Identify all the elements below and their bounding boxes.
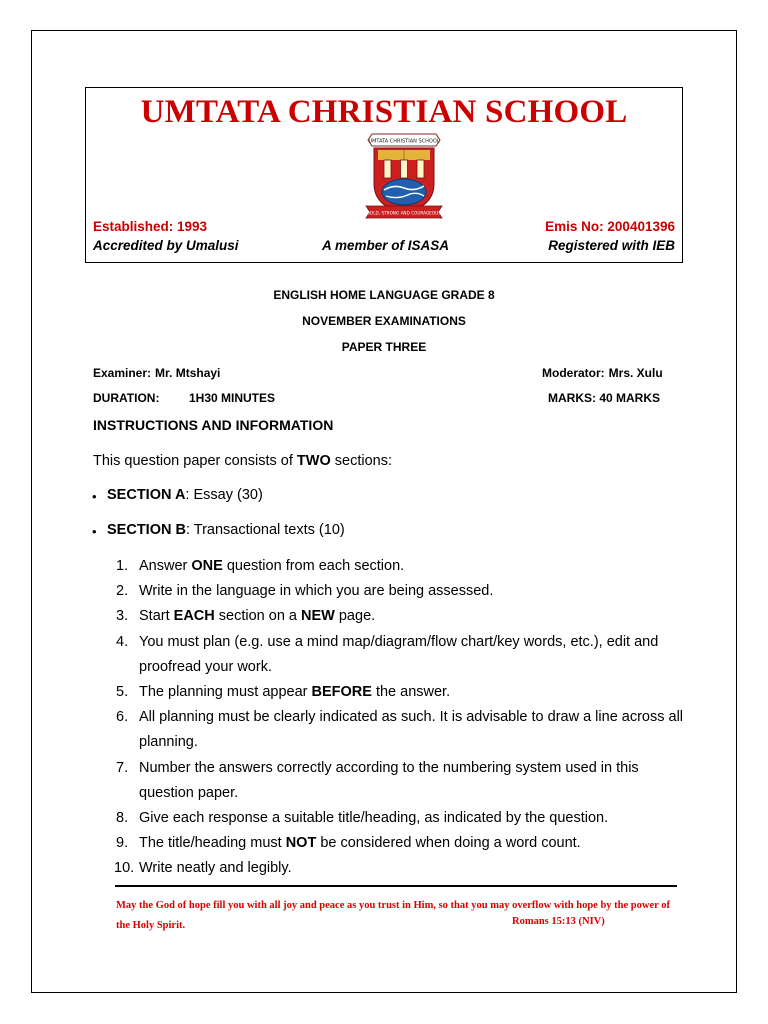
membership: A member of ISASA xyxy=(322,238,450,253)
section-b-label: SECTION B xyxy=(107,522,186,538)
section-a-label: SECTION A xyxy=(107,487,186,503)
list-item: 8. Give each response a suitable title/heading, as indicated by the question. xyxy=(116,810,609,827)
list-item: 1. Answer ONE question from each section. xyxy=(116,558,405,574)
instructions-intro: This question paper consists of TWO sections: xyxy=(93,453,392,469)
moderator-label: Moderator: xyxy=(542,366,605,380)
bullet-icon: • xyxy=(92,489,97,504)
list-item: 5. The planning must appear BEFORE the answer. xyxy=(116,684,451,701)
instructions-list xyxy=(116,554,686,882)
exam-paper: PAPER THREE xyxy=(341,340,427,354)
instructions-heading: INSTRUCTIONS AND INFORMATION xyxy=(93,417,334,433)
section-a-item: SECTION A: Essay (30) xyxy=(107,487,263,503)
section-b-item: SECTION B: Transactional texts (10) xyxy=(107,522,345,538)
school-name: UMTATA CHRISTIAN SCHOOL xyxy=(140,94,628,130)
bible-verse: May the God of hope fill you with all joy and peace as you trust in Him, so that you may overflow with hope by the power of the Holy Spirit. xyxy=(116,900,670,931)
emis-number: Emis No: 200401396 xyxy=(545,219,675,234)
moderator xyxy=(542,366,663,380)
exam-session: NOVEMBER EXAMINATIONS xyxy=(302,314,466,328)
school-header xyxy=(85,87,683,263)
list-item: 3. Start EACH section on a NEW page. xyxy=(116,608,376,625)
established-year: Established: 1993 xyxy=(93,219,208,234)
total-marks: MARKS: 40 MARKS xyxy=(548,391,661,405)
list-item: 2. Write in the language in which you are being assessed. xyxy=(116,583,494,600)
list-item: 10. Write neatly and legibly. xyxy=(114,860,292,877)
moderator-name: Mrs. Xulu xyxy=(608,366,663,380)
list-item: 4. You must plan (e.g. use a mind map/diagram/flow chart/key words, etc.), edit and proofread your work. xyxy=(116,633,659,675)
list-item: 9. The title/heading must NOT be considered when doing a word count. xyxy=(116,835,581,852)
accreditation: Accredited by Umalusi xyxy=(93,238,239,253)
bullet-icon: • xyxy=(92,524,97,539)
registration: Registered with IEB xyxy=(548,238,675,253)
list-item: 6. All planning must be clearly indicated as such. It is advisable to draw a line across all planning. xyxy=(116,709,684,751)
duration-value: 1H30 MINUTES xyxy=(189,391,276,405)
examiner-label: Examiner: xyxy=(93,366,152,380)
school-crest-logo xyxy=(354,126,454,222)
exam-subject: ENGLISH HOME LANGUAGE GRADE 8 xyxy=(273,288,495,302)
footer-divider xyxy=(115,885,677,887)
examiner-name: Mr. Mtshayi xyxy=(155,366,221,380)
verse-reference: Romans 15:13 (NIV) xyxy=(512,916,605,927)
list-item: 7. Number the answers correctly according to the numbering system used in this question paper. xyxy=(116,759,639,801)
examiner xyxy=(93,366,220,380)
duration-label: DURATION: xyxy=(93,391,160,405)
crest-banner-top: UMTATA CHRISTIAN SCHOOL xyxy=(368,138,440,145)
crest-banner-bottom: BOLD, STRONG AND COURAGEOUS xyxy=(367,210,441,216)
